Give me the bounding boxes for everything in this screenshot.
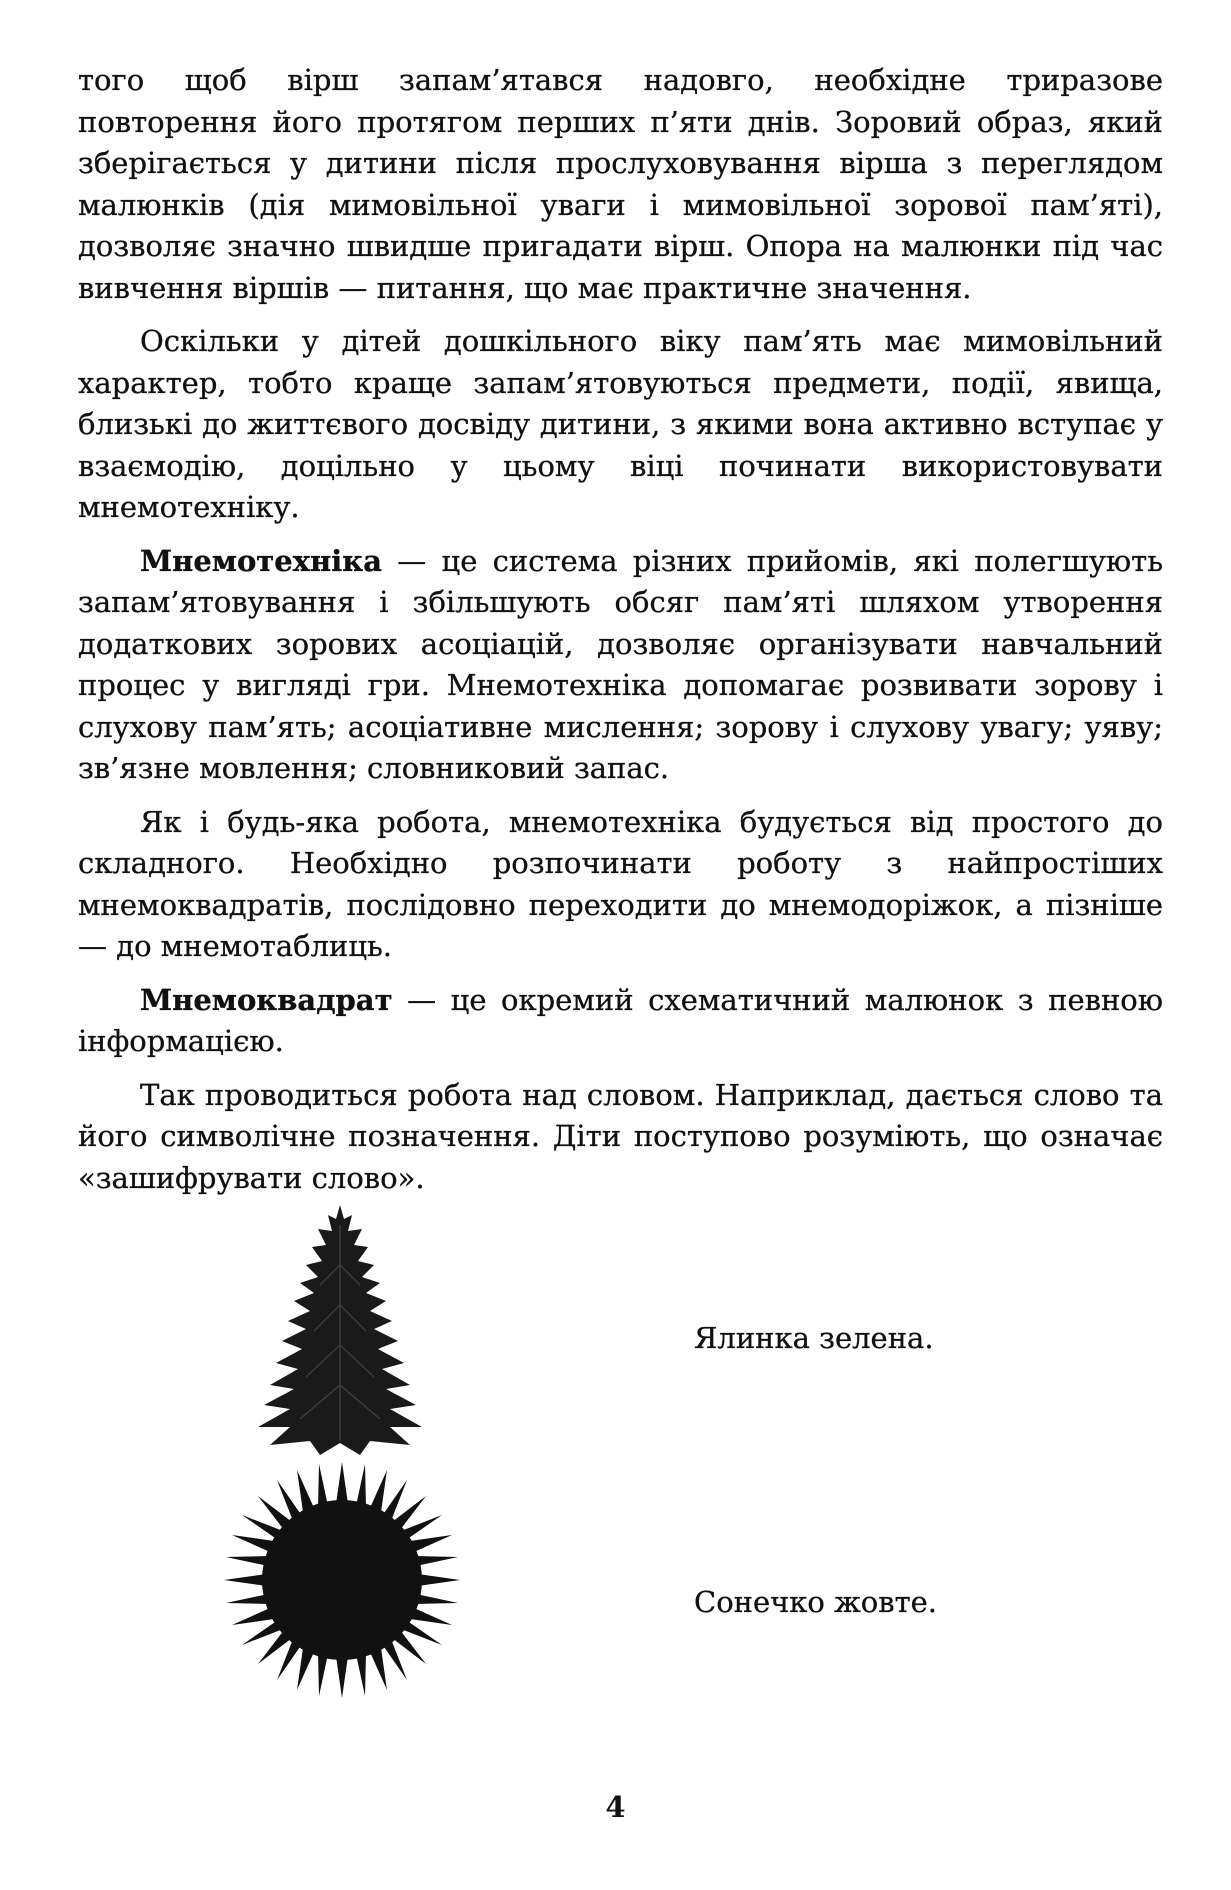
fir-tree-icon [240,1205,440,1455]
term-mnemotechnics: Мнемотехніка [140,543,382,578]
paragraph-3-text: — це система різних прийомів, які полегшують запам’ятовування і збільшують обсяг пам’яті шляхом утворення додаткових зорових асоціацій, дозволяє організувати навчальний процес у вигляді гри. Мнемотехніка допомагає розвивати зорову і слухову пам’ять; асоціативне мислення; зорову і слухову увагу; уяву; зв’язне мовлення; словниковий запас. [78,543,1163,785]
term-mnemosquare: Мнемоквадрат [140,982,393,1017]
sun-icon [222,1460,462,1700]
paragraph-6-text: Так проводиться робота над словом. Наприклад, дається слово та його символічне позначення. Діти поступово розуміють, що означає «зашифрувати слово». [78,1077,1163,1195]
body-text [78,60,1163,1211]
page-number: 4 [605,1790,626,1824]
paragraph-5 [78,980,1163,1063]
paragraph-2 [78,321,1163,529]
paragraph-1-text: того щоб вірш запам’ятався надовго, необхідне триразове повторення його протягом перших п’яти днів. Зоровий образ, який зберігається у дитини після прослуховування вірша з переглядом малюнків (дія мимовільної уваги і мимовільної зорової пам’яті), дозволяє значно швидше пригадати вірш. Опора на малюнки під час вивчення віршів — питання, що має практичне значення. [78,63,1163,305]
tree-caption: Ялинка зелена. [694,1321,934,1355]
sun-caption: Сонечко жовте. [694,1585,938,1619]
paragraph-4-text: Як і будь-яка робота, мнемотехніка будується від простого до складного. Необхідно розпочинати роботу з найпростіших мнемоквадратів, послідовно переходити до мнемодоріжок, а пізніше — до мнемотаблиць. [78,804,1163,963]
paragraph-1 [78,60,1163,309]
paragraph-2-text: Оскільки у дітей дошкільного віку пам’ять має мимовільний характер, тобто краще запам’ятовуються предмети, події, явища, близькі до життєвого досвіду дитини, з якими вона активно вступає у взаємодію, доцільно у цьому віці починати використовувати мнемотехніку. [78,324,1163,524]
paragraph-5-text: — це окремий схематичний малюнок з певною інформацією. [78,982,1163,1058]
paragraph-4 [78,802,1163,968]
paragraph-3 [78,541,1163,790]
paragraph-6 [78,1075,1163,1200]
